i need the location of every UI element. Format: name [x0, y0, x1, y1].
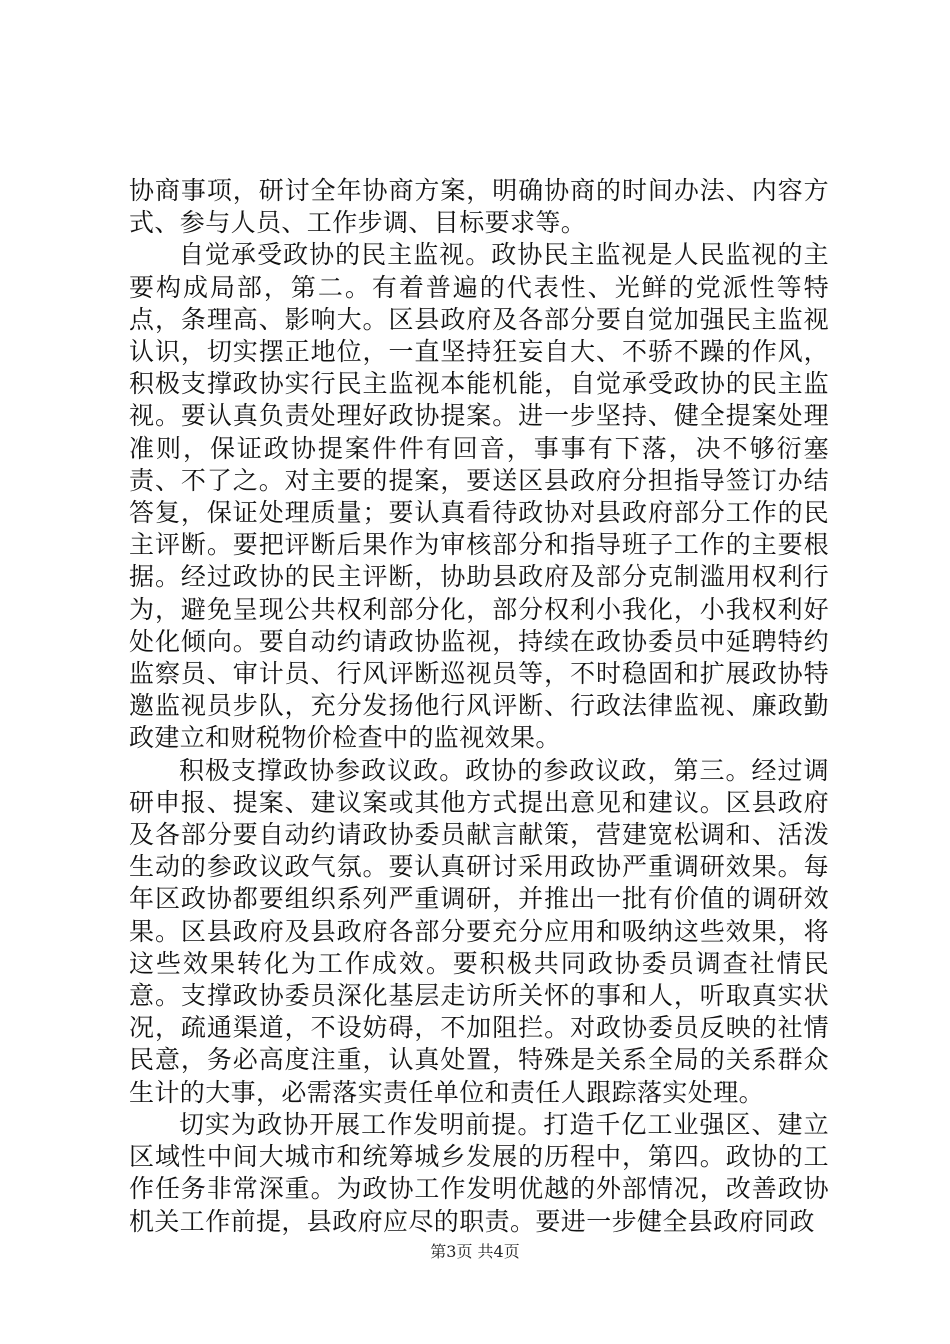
body-text	[129, 175, 829, 1238]
page-footer: 第3页 共4页	[430, 1242, 520, 1261]
paragraph-participation: 积极支撑政协参政议政。政协的参政议政，第三。经过调研申报、提案、建议案或其他方式提出意见和建议。区县政府及各部分要自动约请政协委员献言献策，营建宽松调和、活泼生动的参政议政气氛。要认真研讨采用政协严重调研效果。每年区政协都要组织系列严重调研，并推出一批有价值的调研效果。区县政府及县政府各部分要充分应用和吸纳这些效果，将这些效果转化为工作成效。要积极共同政协委员调查社情民意。支撑政协委员深化基层走访所关怀的事和人，听取真实状况，疏通渠道，不设妨碍，不加阻拦。对政协委员反映的社情民意，务必高度注重，认真处置，特殊是关系全局的关系群众生计的大事，必需落实责任单位和责任人跟踪落实处理。	[129, 755, 829, 1107]
paragraph-democratic-supervision: 自觉承受政协的民主监视。政协民主监视是人民监视的主要构成局部，第二。有着普遍的代表性、光鲜的党派性等特点，条理高、影响大。区县政府及各部分要自觉加强民主监视认识，切实摆正地位，一直坚持狂妄自大、不骄不躁的作风，积极支撑政协实行民主监视本能机能，自觉承受政协的民主监视。要认真负责处理好政协提案。进一步坚持、健全提案处理准则，保证政协提案件件有回音，事事有下落，决不够衍塞责、不了之。对主要的提案，要送区县政府分担指导签订办结答复，保证处理质量；要认真看待政协对县政府部分工作的民主评断。要把评断后果作为审核部分和指导班子工作的主要根据。经过政协的民主评断，协助县政府及部分克制滥用权利行为，避免呈现公共权利部分化，部分权利小我化，小我权利好处化倾向。要自动约请政协监视，持续在政协委员中延聘特约监察员、审计员、行风评断巡视员等，不时稳固和扩展政协特邀监视员步队，充分发扬他行风评断、行政法律监视、廉政勤政建立和财税物价检查中的监视效果。	[129, 240, 829, 753]
paragraph-continuation: 协商事项，研讨全年协商方案，明确协商的时间办法、内容方式、参与人员、工作步调、目标要求等。	[129, 176, 829, 238]
paragraph-working-conditions: 切实为政协开展工作发明前提。打造千亿工业强区、建立区域性中间大城市和统筹城乡发展的历程中，第四。政协的工作任务非常深重。为政协工作发明优越的外部情况，改善政协机关工作前提，县政府应尽的职责。要进一步健全县政府同政	[129, 1109, 829, 1236]
